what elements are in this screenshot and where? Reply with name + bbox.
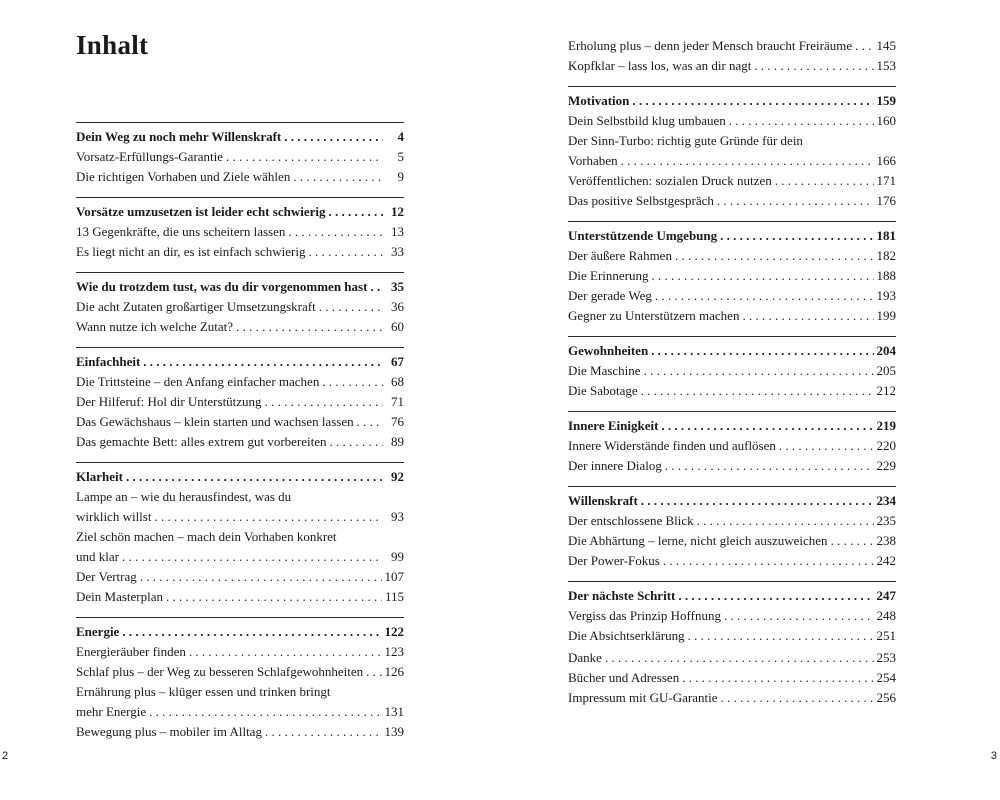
toc-leader-dots	[370, 277, 383, 297]
toc-leader-dots	[189, 642, 382, 662]
toc-entry[interactable]	[76, 642, 404, 662]
toc-leader-dots	[149, 702, 381, 722]
toc-chapter	[568, 86, 896, 213]
toc-entry-title: Vorsätze umzusetzen ist leider echt schwierig	[76, 204, 326, 219]
toc-page-number: 242	[876, 553, 896, 568]
toc-chapter	[76, 462, 404, 609]
toc-entry-title: mehr Energie	[76, 704, 147, 719]
toc-leader-dots	[720, 688, 873, 708]
toc-page-number: 71	[391, 394, 404, 409]
toc-page-number: 131	[384, 704, 404, 719]
toc-page-number: 238	[876, 533, 896, 548]
toc-entry-title: Das positive Selbstgespräch	[568, 193, 714, 208]
toc-chapter-heading[interactable]	[568, 341, 896, 361]
toc-entry[interactable]	[76, 587, 404, 607]
toc-leader-dots	[605, 648, 874, 668]
toc-entry-title: wirklich willst	[76, 509, 152, 524]
toc-entry[interactable]	[76, 682, 404, 702]
toc-entry-title: Der nächste Schritt	[568, 588, 676, 603]
toc-leader-dots	[226, 147, 383, 167]
toc-leader-dots	[236, 317, 383, 337]
toc-entry[interactable]	[568, 151, 896, 171]
toc-chapter	[568, 336, 896, 403]
toc-leader-dots	[675, 246, 874, 266]
toc-entry[interactable]	[568, 191, 896, 211]
toc-leader-dots	[641, 381, 874, 401]
toc-page-number: 182	[876, 248, 896, 263]
toc-page-number: 159	[876, 93, 896, 108]
toc-page-number: 145	[876, 38, 896, 53]
toc-page-number: 4	[397, 129, 404, 144]
toc-chapter	[568, 411, 896, 478]
toc-entry-title: Die Erinnerung	[568, 268, 649, 283]
toc-entry-title: Bücher und Adressen	[568, 670, 680, 685]
toc-page-number: 89	[391, 434, 404, 449]
toc-entry-title: Die Maschine	[568, 363, 641, 378]
toc-leader-dots	[644, 361, 874, 381]
toc-entry[interactable]	[76, 507, 404, 527]
toc-leader-dots	[697, 511, 874, 531]
toc-chapter	[568, 486, 896, 573]
toc-section	[568, 36, 896, 78]
toc-leader-dots	[632, 91, 873, 111]
toc-page-number: 199	[876, 308, 896, 323]
toc-page-number: 171	[876, 173, 896, 188]
toc-leader-dots	[621, 151, 874, 171]
toc-page-number: 188	[876, 268, 896, 283]
toc-entry[interactable]	[568, 286, 896, 306]
toc-page-number: 5	[397, 149, 404, 164]
toc-page-number: 205	[876, 363, 896, 378]
toc-entry-title: Wie du trotzdem tust, was du dir vorgenommen hast	[76, 279, 368, 294]
toc-entry-title: Schlaf plus – der Weg zu besseren Schlafgewohnheiten	[76, 664, 364, 679]
toc-entry-title: Der Vertrag	[76, 569, 137, 584]
toc-leader-dots	[328, 202, 383, 222]
toc-leader-dots	[651, 341, 873, 361]
toc-leader-dots	[284, 127, 383, 147]
toc-leader-dots	[140, 567, 382, 587]
toc-entry-title: Vorhaben	[568, 153, 618, 168]
toc-page-number: 248	[876, 608, 896, 623]
toc-leader-dots	[330, 432, 383, 452]
toc-page-number: 12	[391, 204, 404, 219]
page-number-right: 3	[990, 750, 997, 762]
toc-page-number: 251	[876, 628, 896, 643]
toc-entry-title: Dein Masterplan	[76, 589, 164, 604]
toc-page-number: 93	[391, 509, 404, 524]
toc-leader-dots	[265, 392, 383, 412]
toc-leader-dots	[319, 297, 383, 317]
toc-entry[interactable]	[76, 487, 404, 507]
toc-entry-title: Motivation	[568, 93, 630, 108]
toc-entry[interactable]	[568, 456, 896, 476]
toc-leader-dots	[663, 551, 874, 571]
toc-entry-title: Vergiss das Prinzip Hoffnung	[568, 608, 721, 623]
toc-entry-title: Gewohnheiten	[568, 343, 649, 358]
toc-entry-title: Der Sinn-Turbo: richtig gute Gründe für dein	[568, 133, 803, 148]
toc-entry[interactable]	[76, 547, 404, 567]
page-number-left: 2	[2, 750, 9, 762]
toc-section	[568, 648, 896, 710]
toc-leader-dots	[831, 531, 874, 551]
toc-entry-title: Die richtigen Vorhaben und Ziele wählen	[76, 169, 291, 184]
toc-page-number: 220	[876, 438, 896, 453]
toc-chapter	[76, 197, 404, 264]
toc-entry-title: Dein Weg zu noch mehr Willenskraft	[76, 129, 282, 144]
toc-page-number: 166	[876, 153, 896, 168]
toc-leader-dots	[665, 456, 874, 476]
toc-entry-title: Der Power-Fokus	[568, 553, 660, 568]
toc-entry[interactable]	[568, 171, 896, 191]
toc-leader-dots	[729, 111, 874, 131]
toc-entry[interactable]	[568, 551, 896, 571]
toc-entry[interactable]	[568, 361, 896, 381]
toc-leader-dots	[641, 491, 874, 511]
toc-leader-dots	[688, 626, 874, 646]
toc-page-number: 139	[384, 724, 404, 739]
toc-entry[interactable]	[76, 167, 404, 187]
toc-entry-title: Energie	[76, 624, 120, 639]
toc-leader-dots	[655, 286, 874, 306]
toc-entry[interactable]	[76, 147, 404, 167]
toc-entry[interactable]	[568, 648, 896, 668]
toc-entry-title: Der entschlossene Blick	[568, 513, 694, 528]
toc-leader-dots	[126, 467, 383, 487]
toc-entry[interactable]	[568, 668, 896, 688]
toc-page-number: 123	[384, 644, 404, 659]
toc-chapter	[76, 347, 404, 454]
toc-entry-title: Dein Selbstbild klug umbauen	[568, 113, 726, 128]
toc-page-number: 212	[876, 383, 896, 398]
toc-page-number: 92	[391, 469, 404, 484]
toc-entry[interactable]	[76, 372, 404, 392]
toc-entry-title: Lampe an – wie du herausfindest, was du	[76, 489, 292, 504]
toc-chapter-heading[interactable]	[76, 202, 404, 222]
toc-page-number: 234	[876, 493, 896, 508]
toc-chapter-heading[interactable]	[568, 586, 896, 606]
toc-leader-dots	[661, 416, 873, 436]
toc-page-number: 67	[391, 354, 404, 369]
toc-chapter-heading[interactable]	[568, 91, 896, 111]
toc-leader-dots	[308, 242, 383, 262]
toc-leader-dots	[717, 191, 874, 211]
toc-entry[interactable]	[568, 306, 896, 326]
toc-chapter-heading[interactable]	[76, 467, 404, 487]
toc-entry-title: Erholung plus – denn jeder Mensch braucht Freiräume	[568, 38, 853, 53]
toc-entry[interactable]	[568, 266, 896, 286]
toc-entry[interactable]	[568, 56, 896, 76]
toc-page-number: 35	[391, 279, 404, 294]
toc-leader-dots	[779, 436, 874, 456]
toc-entry-title: Impressum mit GU-Garantie	[568, 690, 718, 705]
toc-leader-dots	[122, 547, 383, 567]
toc-entry[interactable]	[568, 511, 896, 531]
toc-entry-title: Innere Einigkeit	[568, 418, 659, 433]
toc-entry-title: Wann nutze ich welche Zutat?	[76, 319, 234, 334]
toc-page-number: 33	[391, 244, 404, 259]
toc-left-column	[76, 122, 404, 744]
toc-entry[interactable]	[76, 722, 404, 742]
toc-chapter	[568, 581, 896, 648]
toc-entry-title: Der gerade Weg	[568, 288, 652, 303]
toc-page-number: 9	[397, 169, 404, 184]
toc-entry-title: Gegner zu Unterstützern machen	[568, 308, 740, 323]
toc-leader-dots	[357, 412, 383, 432]
toc-page-number: 181	[876, 228, 896, 243]
toc-entry[interactable]	[76, 412, 404, 432]
toc-leader-dots	[855, 36, 873, 56]
toc-entry-title: Die acht Zutaten großartiger Umsetzungskraft	[76, 299, 316, 314]
toc-leader-dots	[322, 372, 383, 392]
toc-chapter-heading[interactable]	[76, 277, 404, 297]
toc-entry-title: Es liegt nicht an dir, es ist einfach schwierig	[76, 244, 306, 259]
toc-entry-title: und klar	[76, 549, 119, 564]
toc-leader-dots	[166, 587, 382, 607]
toc-chapter-heading[interactable]	[76, 127, 404, 147]
toc-page-number: 219	[876, 418, 896, 433]
toc-page-number: 235	[876, 513, 896, 528]
toc-page-number: 153	[876, 58, 896, 73]
toc-leader-dots	[265, 722, 382, 742]
toc-entry-title: Das Gewächshaus – klein starten und wachsen lassen	[76, 414, 354, 429]
toc-page-number: 99	[391, 549, 404, 564]
toc-entry[interactable]	[76, 432, 404, 452]
toc-entry-title: Ziel schön machen – mach dein Vorhaben konkret	[76, 529, 337, 544]
toc-entry-title: Einfachheit	[76, 354, 141, 369]
toc-page-number: 122	[384, 624, 404, 639]
toc-entry[interactable]	[568, 688, 896, 708]
toc-page-number: 253	[876, 650, 896, 665]
toc-entry[interactable]	[76, 222, 404, 242]
toc-page-number: 247	[876, 588, 896, 603]
toc-chapter-heading[interactable]	[76, 352, 404, 372]
toc-entry-title: Der Hilferuf: Hol dir Unterstützung	[76, 394, 262, 409]
toc-page-number: 60	[391, 319, 404, 334]
toc-entry[interactable]	[568, 531, 896, 551]
toc-chapter-heading[interactable]	[568, 416, 896, 436]
toc-leader-dots	[122, 622, 381, 642]
toc-entry-title: Energieräuber finden	[76, 644, 186, 659]
toc-chapter	[568, 221, 896, 328]
toc-chapter-heading[interactable]	[568, 226, 896, 246]
toc-entry-title: Der innere Dialog	[568, 458, 662, 473]
toc-chapter-heading[interactable]	[76, 622, 404, 642]
toc-chapter	[76, 617, 404, 744]
toc-page-number: 107	[384, 569, 404, 584]
toc-entry-title: Das gemachte Bett: alles extrem gut vorbereiten	[76, 434, 327, 449]
toc-entry[interactable]	[76, 392, 404, 412]
toc-leader-dots	[720, 226, 873, 246]
toc-page-number: 160	[876, 113, 896, 128]
toc-leader-dots	[293, 167, 383, 187]
toc-entry-title: Unterstützende Umgebung	[568, 228, 718, 243]
toc-page-number: 36	[391, 299, 404, 314]
toc-leader-dots	[366, 662, 381, 682]
toc-entry[interactable]	[568, 436, 896, 456]
toc-leader-dots	[775, 171, 874, 191]
toc-entry-title: Willenskraft	[568, 493, 638, 508]
toc-page-number: 193	[876, 288, 896, 303]
toc-leader-dots	[288, 222, 383, 242]
toc-entry-title: Die Trittsteine – den Anfang einfacher machen	[76, 374, 320, 389]
toc-entry-title: Klarheit	[76, 469, 123, 484]
toc-entry[interactable]	[568, 246, 896, 266]
toc-entry-title: Danke	[568, 650, 602, 665]
toc-entry-title: Die Sabotage	[568, 383, 638, 398]
toc-entry-title: Veröffentlichen: sozialen Druck nutzen	[568, 173, 772, 188]
toc-right-column	[568, 36, 896, 710]
toc-entry[interactable]	[568, 626, 896, 646]
toc-entry-title: Die Absichtserklärung	[568, 628, 685, 643]
toc-page-number: 115	[384, 589, 404, 604]
toc-page-number: 126	[384, 664, 404, 679]
toc-page-number: 13	[391, 224, 404, 239]
toc-chapter-heading[interactable]	[568, 491, 896, 511]
toc-page-number: 204	[876, 343, 896, 358]
toc-chapter	[76, 272, 404, 339]
toc-leader-dots	[143, 352, 383, 372]
toc-entry[interactable]	[76, 662, 404, 682]
toc-entry-title: Kopfklar – lass los, was an dir nagt	[568, 58, 752, 73]
toc-leader-dots	[742, 306, 873, 326]
toc-entry[interactable]	[76, 527, 404, 547]
toc-leader-dots	[678, 586, 873, 606]
toc-entry-title: 13 Gegenkräfte, die uns scheitern lassen	[76, 224, 286, 239]
toc-leader-dots	[754, 56, 873, 76]
toc-entry[interactable]	[76, 317, 404, 337]
toc-leader-dots	[652, 266, 874, 286]
toc-entry[interactable]	[76, 702, 404, 722]
toc-entry-title: Bewegung plus – mobiler im Alltag	[76, 724, 262, 739]
toc-entry-title: Die Abhärtung – lerne, nicht gleich auszuweichen	[568, 533, 828, 548]
toc-leader-dots	[154, 507, 383, 527]
toc-page-number: 256	[876, 690, 896, 705]
toc-entry[interactable]	[568, 131, 896, 151]
toc-entry-title: Vorsatz-Erfüllungs-Garantie	[76, 149, 224, 164]
toc-entry[interactable]	[76, 567, 404, 587]
toc-entry[interactable]	[568, 111, 896, 131]
toc-page-number: 68	[391, 374, 404, 389]
toc-page-number: 176	[876, 193, 896, 208]
toc-leader-dots	[682, 668, 873, 688]
toc-chapter	[76, 122, 404, 189]
toc-entry[interactable]	[568, 606, 896, 626]
page-title: Inhalt	[76, 30, 149, 60]
toc-entry[interactable]	[76, 242, 404, 262]
toc-entry[interactable]	[76, 297, 404, 317]
toc-entry[interactable]	[568, 36, 896, 56]
toc-entry-title: Ernährung plus – klüger essen und trinken bringt	[76, 684, 331, 699]
toc-page-number: 76	[391, 414, 404, 429]
toc-leader-dots	[724, 606, 874, 626]
toc-entry[interactable]	[568, 381, 896, 401]
toc-entry-title: Der äußere Rahmen	[568, 248, 672, 263]
toc-page-number: 229	[876, 458, 896, 473]
toc-page-number: 254	[876, 670, 896, 685]
toc-entry-title: Innere Widerstände finden und auflösen	[568, 438, 776, 453]
right-page	[500, 0, 1000, 800]
